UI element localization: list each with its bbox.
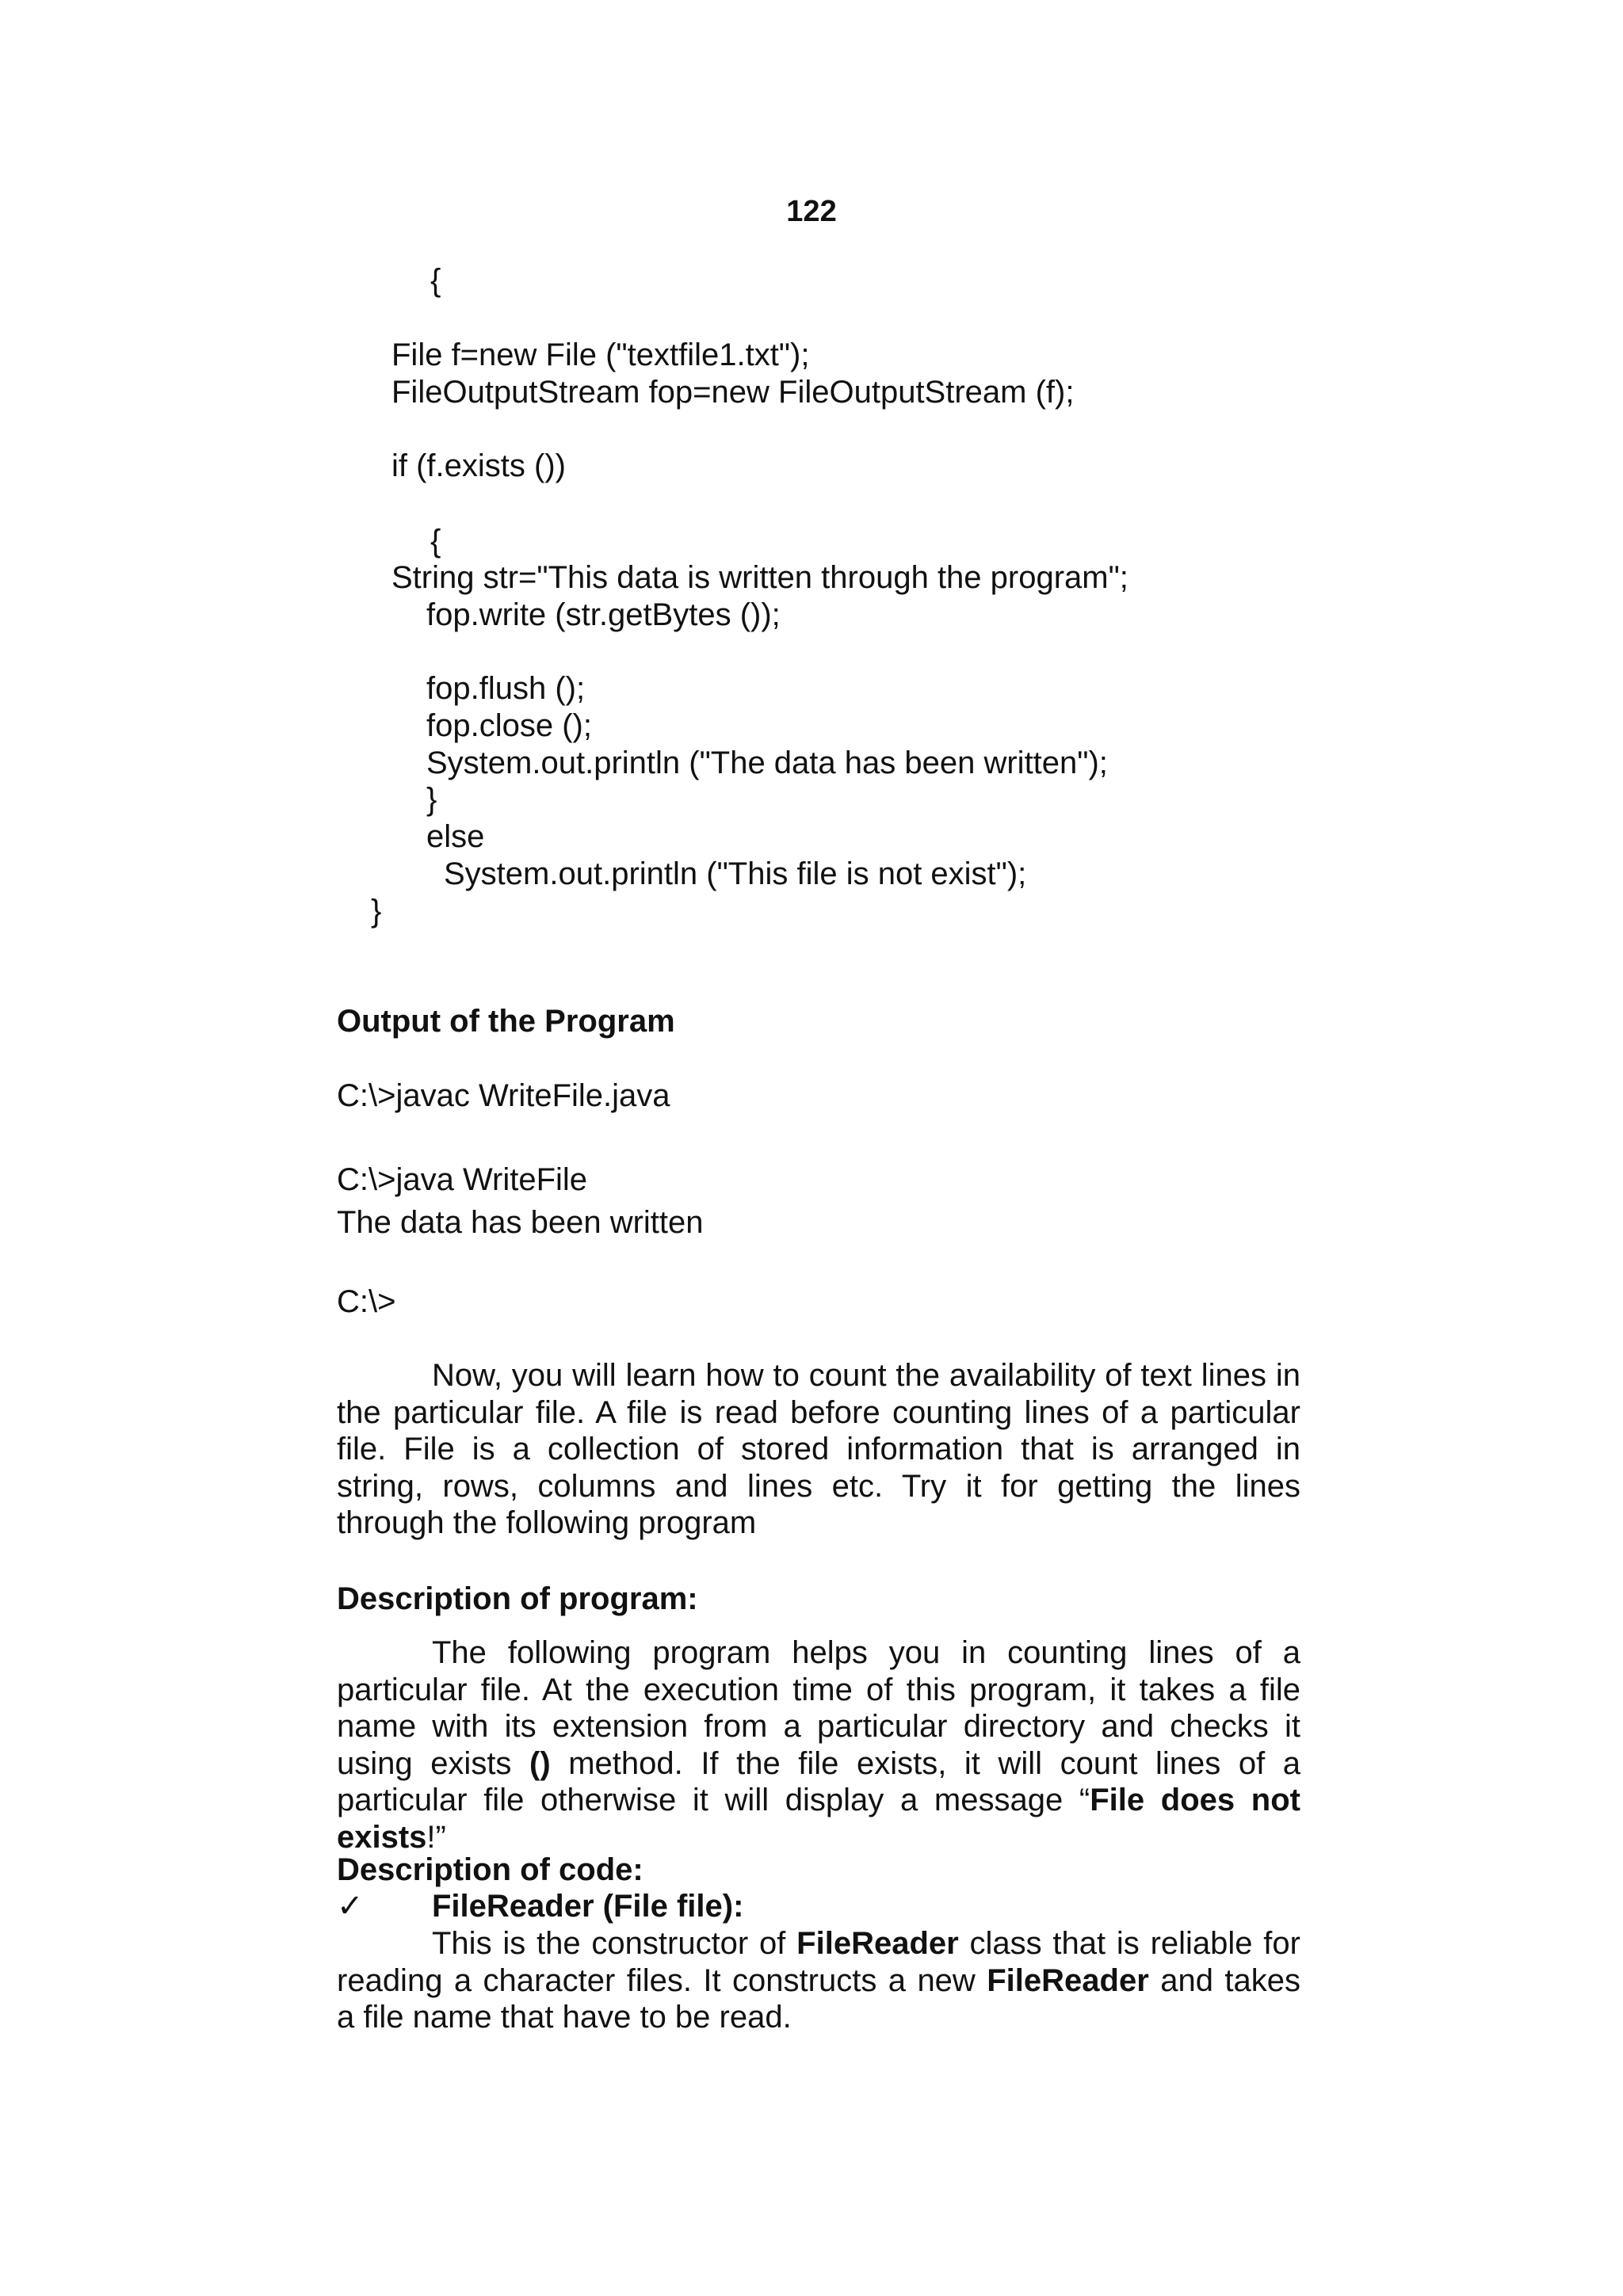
code-line: fop.flush (); <box>426 671 586 706</box>
code-line: { <box>430 263 441 298</box>
bold-text-run: File does not exists <box>337 1783 1300 1855</box>
program-description-heading: Description of program: <box>337 1581 698 1616</box>
text-run: This is the constructor of <box>432 1926 797 1961</box>
output-line: C:\>javac WriteFile.java <box>337 1078 670 1113</box>
text-run: and takes a file name that have to be read. <box>337 1962 1300 2035</box>
text-run: The following program helps you in counting lines of a particular file. At the execution time of this program, it takes a file name with its extension from a particular directory and checks it using exists <box>337 1635 1300 1781</box>
code-line: } <box>426 782 437 817</box>
bold-text-run: () <box>529 1745 551 1781</box>
check-mark-icon: ✓ <box>337 1889 364 1924</box>
code-line: } <box>371 894 382 929</box>
bold-text-run: FileReader <box>796 1926 959 1961</box>
output-line: C:\> <box>337 1284 396 1319</box>
text-run: method. If the file exists, it will count lines of a particular file otherwise it will display a message “ <box>337 1745 1300 1817</box>
code-line: if (f.exists ()) <box>391 448 566 483</box>
output-line: The data has been written <box>337 1205 704 1240</box>
text-run: !” <box>426 1819 446 1855</box>
output-heading: Output of the Program <box>337 1004 675 1039</box>
code-line: System.out.println ("This file is not exist"); <box>444 856 1027 891</box>
code-line: else <box>426 819 485 854</box>
code-line: FileOutputStream fop=new FileOutputStream (f); <box>391 375 1075 410</box>
text-run: class that is reliable for reading a character files. It constructs a new <box>337 1926 1300 1998</box>
code-line: File f=new File ("textfile1.txt"); <box>391 338 810 372</box>
code-line: System.out.println ("The data has been written"); <box>426 746 1108 780</box>
code-line: { <box>430 524 441 559</box>
code-line: fop.close (); <box>426 708 592 743</box>
bold-text-run: FileReader <box>987 1962 1149 1998</box>
intro-paragraph: Now, you will learn how to count the availability of text lines in the particular file. A file is read before counting lines of a particular file. File is a collection of stored information that is arranged in string, rows, columns and lines etc. Try it for getting the lines through the following program <box>337 1358 1300 1540</box>
program-description-paragraph <box>337 1634 1300 1855</box>
page-number: 122 <box>786 195 837 228</box>
code-description-paragraph <box>337 1925 1300 2036</box>
code-line: String str="This data is written through the program"; <box>391 560 1128 595</box>
output-line: C:\>java WriteFile <box>337 1162 588 1197</box>
code-line: fop.write (str.getBytes ()); <box>426 597 781 632</box>
check-list-item-title: FileReader (File file): <box>432 1889 744 1924</box>
code-description-heading: Description of code: <box>337 1852 643 1887</box>
